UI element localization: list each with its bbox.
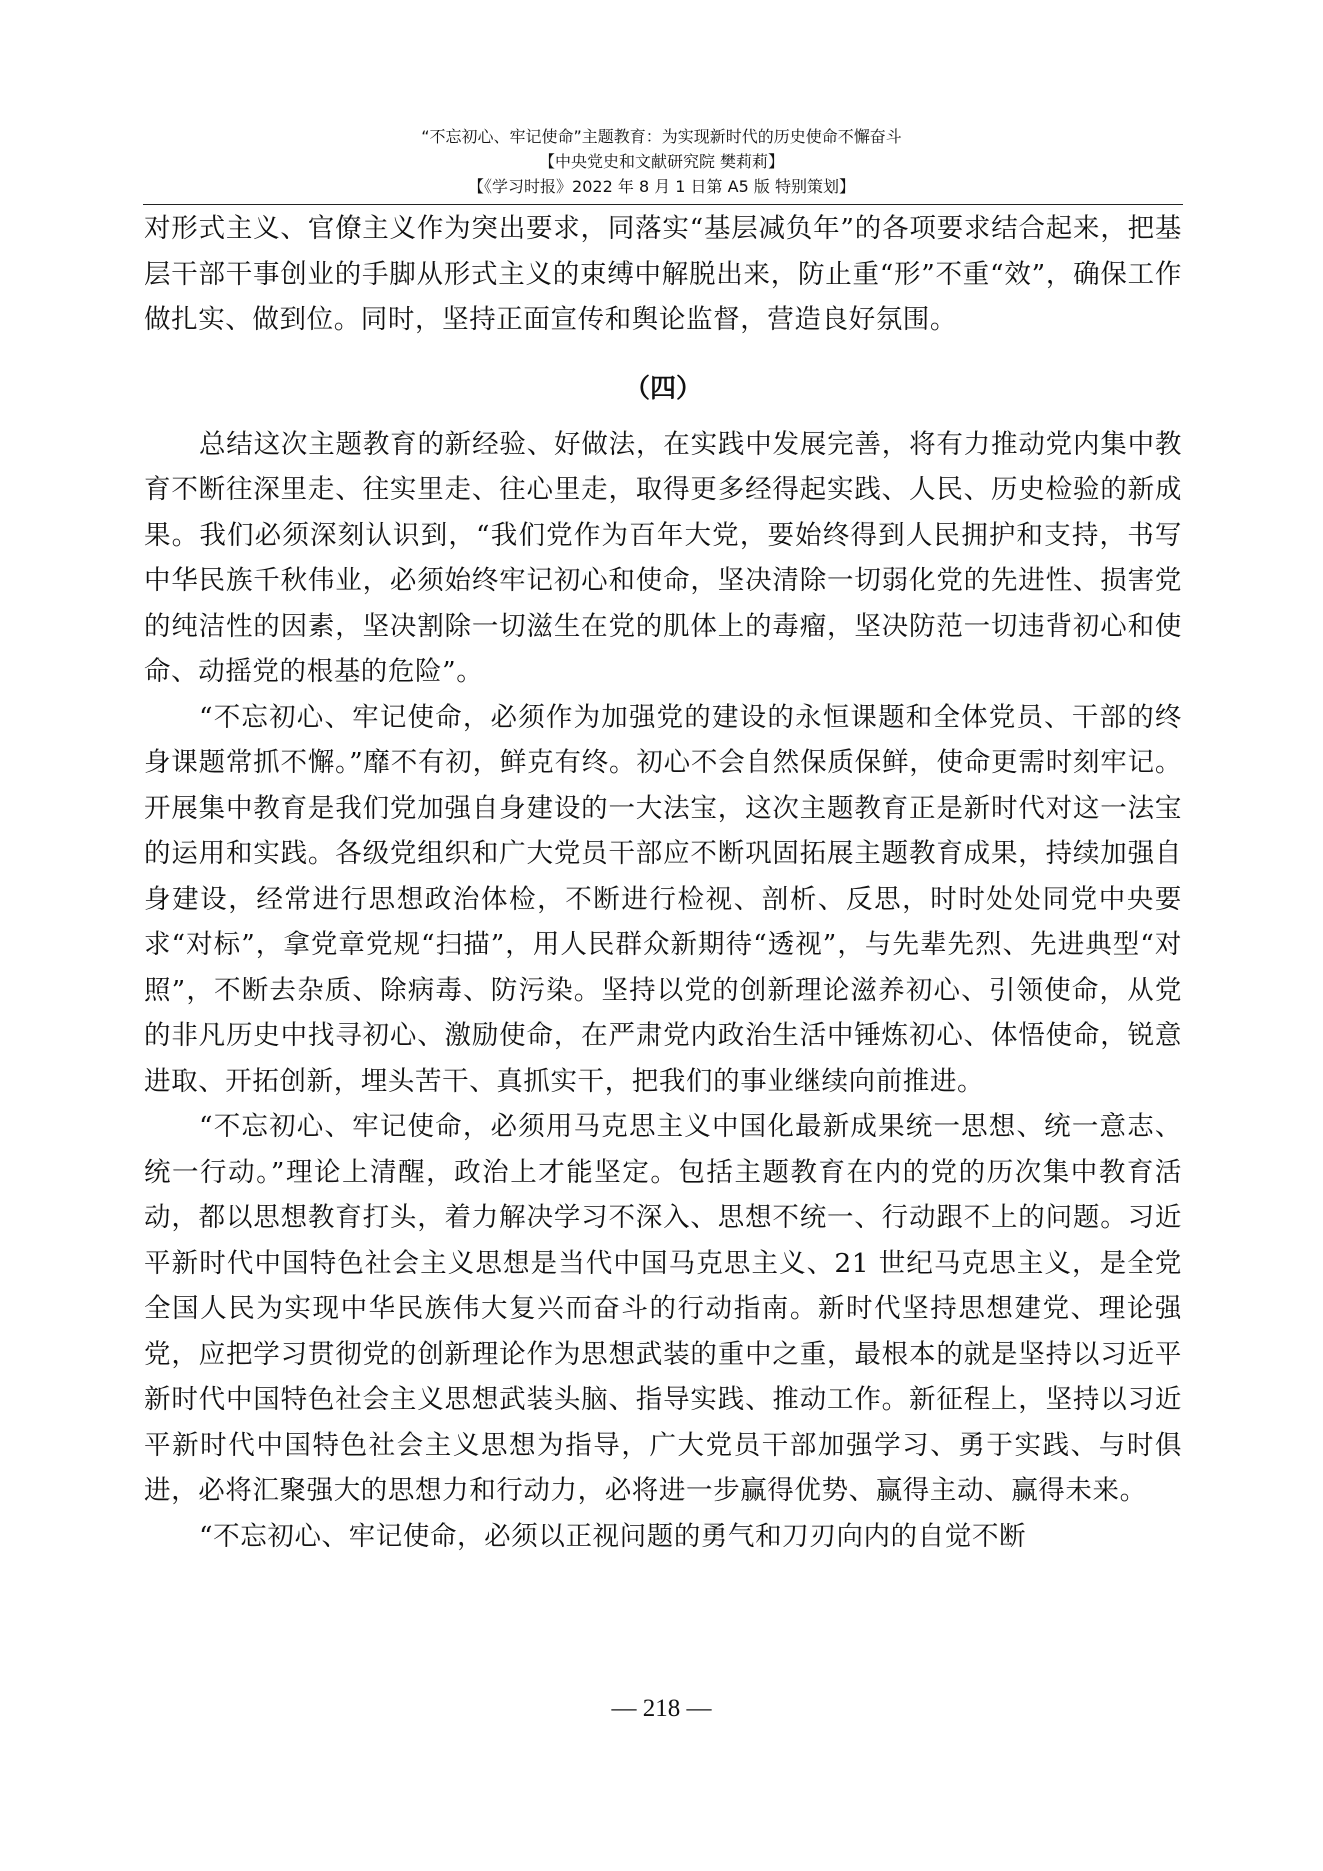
header-divider	[143, 204, 1183, 205]
section-heading: （四）	[623, 373, 702, 404]
header-author: 【中央党史和文献研究院 樊莉莉】	[538, 152, 785, 171]
body-paragraph-2: “不忘初心、牢记使命，必须作为加强党的建设的永恒课题和全体党员、干部的终身课题常抓不懈。”靡不有初，鲜克有终。初心不会自然保质保鲜，使命更需时刻牢记。开展集中教育是我们党加强自身建设的一大法宝，这次主题教育正是新时代对这一法宝的运用和实践。各级党组织和广大党员干部应不断巩固拓展主题教育成果，持续加强自身建设，经常进行思想政治体检，不断进行检视、剖析、反思，时时处处同党中央要求“对标”，拿党章党规“扫描”，用人民群众新期待“透视”，与先辈先烈、先进典型“对照”，不断去杂质、除病毒、防污染。坚持以党的创新理论滋养初心、引领使命，从党的非凡历史中找寻初心、激励使命，在严肃党内政治生活中锤炼初心、体悟使命，锐意进取、开拓创新，埋头苦干、真抓实干，把我们的事业继续向前推进。	[144, 701, 1182, 1097]
page-header	[0, 124, 1323, 199]
header-title: “不忘初心、牢记使命”主题教育：为实现新时代的历史使命不懈奋斗	[421, 127, 902, 146]
body-paragraph-1: 总结这次主题教育的新经验、好做法，在实践中发展完善，将有力推动党内集中教育不断往深里走、往实里走、往心里走，取得更多经得起实践、人民、历史检验的新成果。我们必须深刻认识到，“我们党作为百年大党，要始终得到人民拥护和支持，书写中华民族千秋伟业，必须始终牢记初心和使命，坚决清除一切弱化党的先进性、损害党的纯洁性的因素，坚决割除一切滋生在党的肌体上的毒瘤，坚决防范一切违背初心和使命、动摇党的根基的危险”。	[144, 428, 1182, 687]
header-source: 【《学习时报》2022 年 8 月 1 日第 A5 版 特别策划】	[468, 177, 855, 196]
body-paragraph-3: “不忘初心、牢记使命，必须用马克思主义中国化最新成果统一思想、统一意志、统一行动。”理论上清醒，政治上才能坚定。包括主题教育在内的党的历次集中教育活动，都以思想教育打头，着力解决学习不深入、思想不统一、行动跟不上的问题。习近平新时代中国特色社会主义思想是当代中国马克思主义、21 世纪马克思主义，是全党全国人民为实现中华民族伟大复兴而奋斗的行动指南。新时代坚持思想建党、理论强党，应把学习贯彻党的创新理论作为思想武装的重中之重，最根本的就是坚持以习近平新时代中国特色社会主义思想武装头脑、指导实践、推动工作。新征程上，坚持以习近平新时代中国特色社会主义思想为指导，广大党员干部加强学习、勇于实践、与时俱进，必将汇聚强大的思想力和行动力，必将进一步赢得优势、赢得主动、赢得未来。	[144, 1111, 1182, 1506]
article-body	[144, 206, 1182, 1559]
page-number: — 218 —	[611, 1695, 712, 1722]
continuation-paragraph: 对形式主义、官僚主义作为突出要求，同落实“基层减负年”的各项要求结合起来，把基层干部干事创业的手脚从形式主义的束缚中解脱出来，防止重“形”不重“效”，确保工作做扎实、做到位。同时，坚持正面宣传和舆论监督，营造良好氛围。	[144, 213, 1182, 335]
body-paragraph-4: “不忘初心、牢记使命，必须以正视问题的勇气和刀刃向内的自觉不断	[199, 1520, 1027, 1552]
